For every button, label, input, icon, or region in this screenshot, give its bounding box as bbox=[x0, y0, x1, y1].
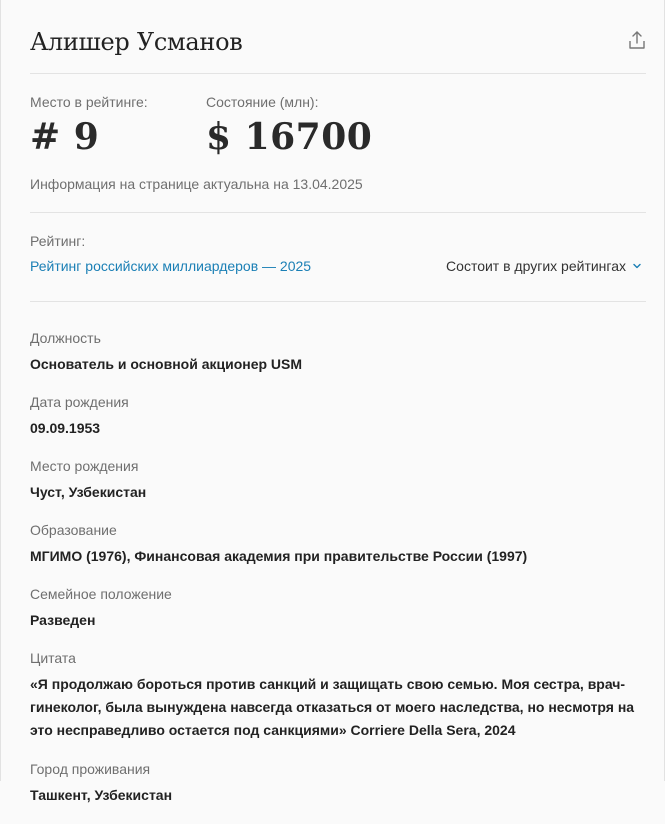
profile-header bbox=[30, 26, 646, 58]
worth-block bbox=[206, 93, 372, 157]
field-city bbox=[30, 760, 646, 806]
field-label: Должность bbox=[30, 330, 101, 346]
field-label: Место рождения bbox=[30, 458, 139, 474]
field-value: Основатель и основной акционер USM bbox=[30, 356, 303, 372]
field-quote bbox=[30, 649, 646, 742]
share-icon[interactable] bbox=[628, 30, 646, 50]
field-birth-place bbox=[30, 457, 646, 503]
divider bbox=[30, 212, 646, 213]
field-label: Цитата bbox=[30, 650, 76, 666]
rank-value: # 9 bbox=[30, 116, 100, 158]
field-value: Ташкент, Узбекистан bbox=[30, 787, 173, 803]
field-label: Семейное положение bbox=[30, 586, 172, 602]
rank-label: Место в рейтинге: bbox=[30, 94, 148, 110]
worth-label: Состояние (млн): bbox=[206, 94, 319, 110]
updated-note: Информация на странице актуальна на 13.04.2025 bbox=[30, 176, 363, 192]
chevron-down-icon bbox=[632, 261, 642, 271]
field-label: Дата рождения bbox=[30, 394, 129, 410]
field-education bbox=[30, 521, 646, 567]
profile-fields bbox=[30, 329, 646, 824]
field-value: Разведен bbox=[30, 612, 96, 628]
field-marital-status bbox=[30, 585, 646, 631]
other-ratings-label: Состоит в других рейтингах bbox=[446, 258, 626, 274]
field-label: Образование bbox=[30, 522, 117, 538]
field-value: Чуст, Узбекистан bbox=[30, 484, 147, 500]
field-value: МГИМО (1976), Финансовая академия при правительстве России (1997) bbox=[30, 548, 528, 564]
divider bbox=[30, 73, 646, 74]
rating-link[interactable]: Рейтинг российских миллиардеров — 2025 bbox=[30, 258, 312, 274]
divider bbox=[30, 301, 646, 302]
person-name: Алишер Усманов bbox=[30, 28, 243, 56]
rating-label: Рейтинг: bbox=[30, 233, 86, 249]
field-value: «Я продолжаю бороться против санкций и защищать свою семью. Моя сестра, врач-гинеколог, была вынуждена навсегда отказаться от моего наследства, но несмотря на это несправедливо остается под санкциями» Corriere Della Sera, 2024 bbox=[30, 676, 635, 738]
other-ratings-dropdown[interactable] bbox=[446, 258, 642, 274]
rank-block bbox=[30, 93, 148, 157]
field-position bbox=[30, 329, 646, 375]
field-birth-date bbox=[30, 393, 646, 439]
field-label: Город проживания bbox=[30, 761, 151, 777]
field-value: 09.09.1953 bbox=[30, 420, 101, 436]
worth-value: $ 16700 bbox=[206, 116, 373, 158]
